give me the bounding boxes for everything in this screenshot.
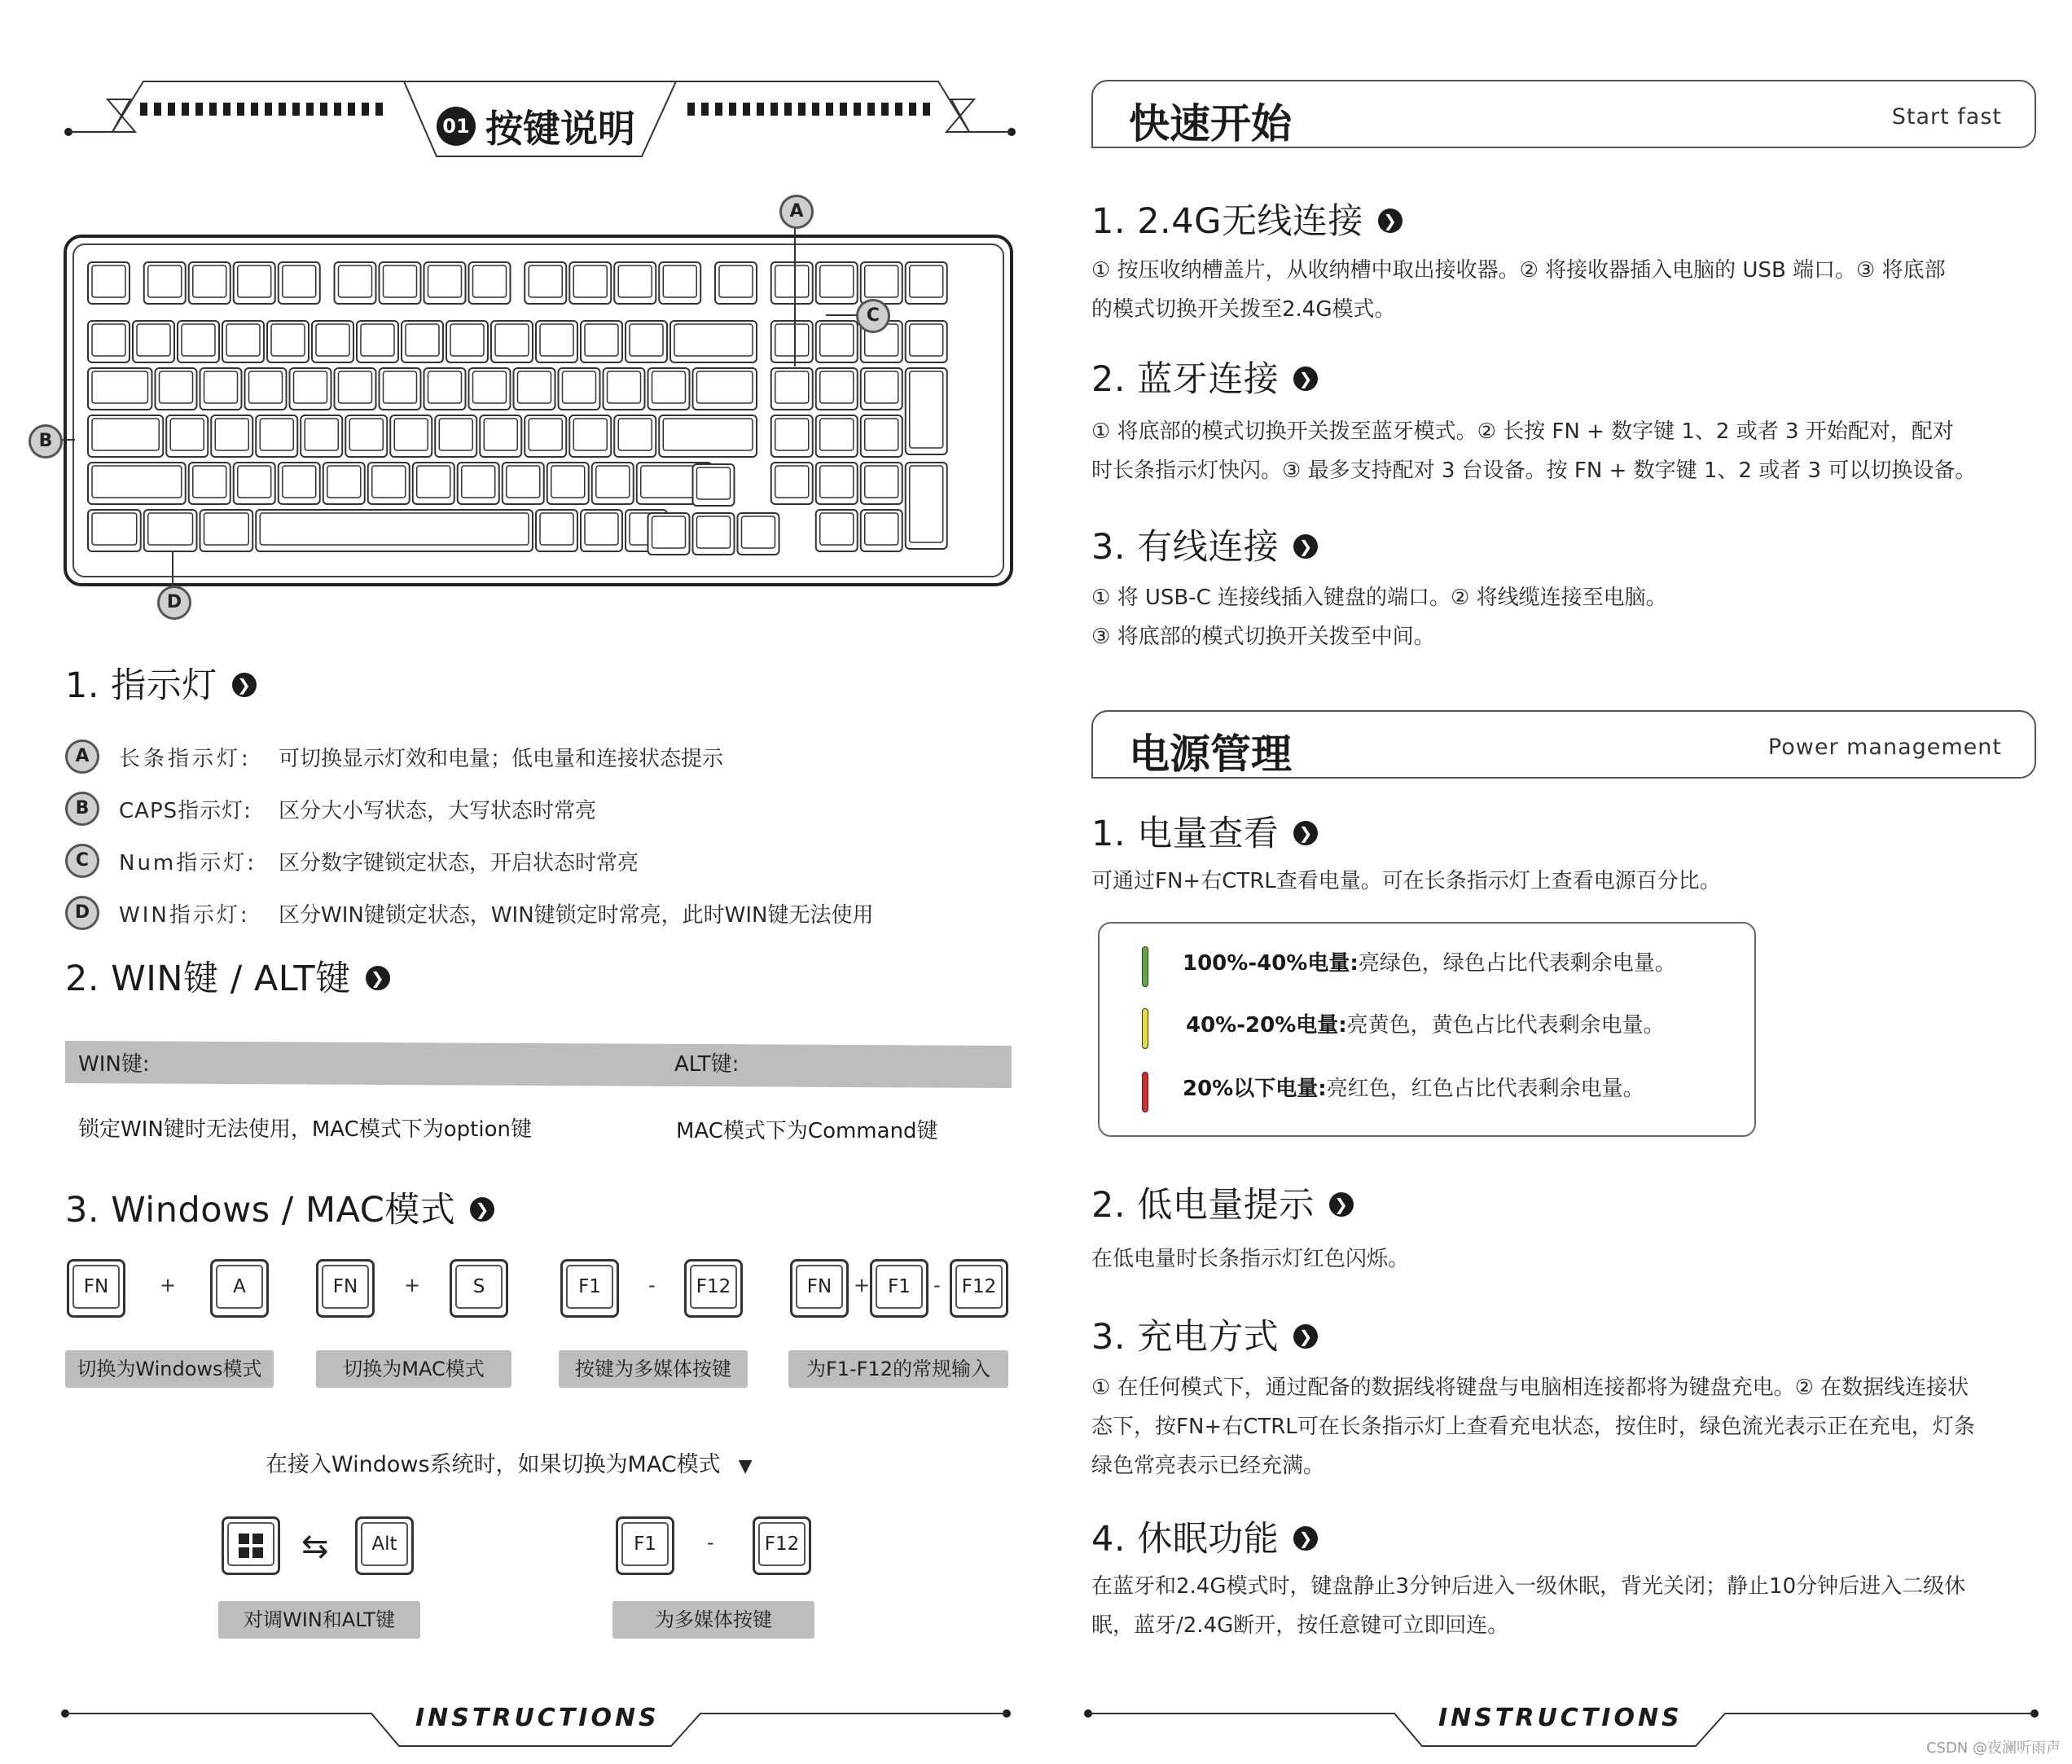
keycap-top (820, 466, 854, 498)
keycap-top (820, 371, 854, 403)
low-battery-heading (1091, 1178, 1354, 1227)
charging-text (1091, 1368, 1975, 1485)
combo-label-fkeys: 为F1-F12的常规输入 (788, 1350, 1008, 1388)
arrow-right-icon: ❯ (1293, 534, 1318, 559)
wireless-line-1: ① 按压收纳槽盖片，从收纳槽中取出接收器。② 将接收器插入电脑的 USB 端口。③ 将底部 (1091, 258, 1946, 283)
plus-sign: + (854, 1274, 871, 1297)
indicator-heading-text: 1. 指示灯 (65, 665, 217, 706)
dash-sign: - (933, 1274, 941, 1297)
wireless-heading-text: 1. 2.4G无线连接 (1091, 201, 1363, 242)
keycap-top (697, 371, 753, 403)
win-key-desc: 锁定WIN键时无法使用，MAC模式下为option键 (78, 1117, 532, 1142)
key-label: S (472, 1276, 485, 1297)
key-f12 (950, 1259, 1008, 1318)
keycap-top (529, 419, 562, 450)
header-dash (895, 103, 902, 116)
keycap-top (170, 419, 204, 450)
combo-label-mac: 切换为MAC模式 (316, 1350, 511, 1388)
alt-key-label: ALT键: (674, 1052, 740, 1077)
keycap-top (439, 419, 472, 450)
keycap-top (226, 324, 260, 356)
indicator-desc: 区分WIN键锁定状态，WIN键锁定时常亮，此时WIN键无法使用 (279, 902, 874, 928)
keycap-top (910, 371, 943, 448)
keycap-top (775, 265, 809, 297)
header-dash (729, 103, 736, 116)
keycap-top (92, 419, 159, 450)
keycap-top (865, 265, 898, 297)
header-dash (743, 103, 750, 116)
keycap-top (573, 419, 607, 450)
keycap-top (193, 265, 226, 297)
header-dash (209, 103, 217, 116)
arrow-right-icon: ❯ (366, 966, 390, 990)
charging-line-2: 态下，按FN+右CTRL可在长条指示灯上查看充电状态，按住时，绿色流光表示正在充电，灯条 (1091, 1415, 1975, 1439)
wired-heading-text: 3. 有线连接 (1091, 527, 1280, 568)
keycap-top (339, 265, 372, 297)
winalt-header-bar (65, 1038, 1012, 1090)
keycap-top (618, 265, 652, 297)
keycap-top (294, 371, 327, 403)
keycap-top (238, 265, 271, 297)
indicator-heading (65, 658, 257, 708)
keycap-top (910, 265, 943, 297)
keycap-top (339, 371, 372, 403)
key-fn (790, 1259, 849, 1318)
wireless-heading (1091, 194, 1403, 244)
arrow-right-icon: ❯ (1378, 208, 1403, 233)
header-dash (840, 103, 847, 116)
keycap-top (349, 419, 383, 450)
mode-heading (65, 1183, 494, 1232)
header-dash (854, 103, 861, 116)
callout-a: A (779, 195, 814, 229)
red-indicator-bar (1142, 1072, 1148, 1112)
header-dash (223, 103, 230, 116)
header-dash (784, 103, 792, 116)
charging-line-1: ① 在任何模式下，通过配备的数据线将键盘与电脑相连接都将为键盘充电。② 在数据线连接状 (1091, 1376, 1969, 1400)
footer-instructions-left: INSTRUCTIONS (415, 1704, 660, 1732)
sleep-line-1: 在蓝牙和2.4G模式时，键盘静止3分钟后进入一级休眠，背光关闭；静止10分钟后进入二级休 (1091, 1574, 1966, 1599)
keycap-top (865, 419, 898, 450)
keycap-top (316, 324, 349, 356)
indicator-row-b (65, 792, 596, 827)
keycap-top (618, 419, 652, 450)
arrow-right-icon: ❯ (1293, 366, 1318, 391)
keycap-top (551, 466, 585, 498)
key-label: FN (806, 1276, 832, 1297)
arrow-right-icon: ❯ (1329, 1192, 1354, 1217)
key-label: F1 (634, 1534, 656, 1555)
battery-level: 40%-20%电量: (1186, 1013, 1347, 1038)
key-label: FN (83, 1276, 109, 1297)
low-battery-text: 在低电量时长条指示灯红色闪烁。 (1091, 1247, 1410, 1271)
yellow-indicator-bar (1142, 1008, 1148, 1049)
key-label: FN (332, 1276, 358, 1297)
power-title: 电源管理 (1129, 731, 1292, 778)
header-dash (715, 103, 722, 116)
low-battery-heading-text: 2. 低电量提示 (1091, 1185, 1315, 1226)
indicator-name: 长条指示灯: (119, 746, 252, 771)
keycap-top (384, 371, 417, 403)
battery-desc: 亮黄色，黄色占比代表剩余电量。 (1346, 1013, 1665, 1038)
battery-levels-box (1098, 922, 1756, 1137)
keycap-top (630, 324, 663, 356)
keycap-top (260, 419, 293, 450)
battery-check-text: 可通过FN+右CTRL查看电量。可在长条指示灯上查看电源百分比。 (1091, 869, 1721, 893)
keycap-top (473, 265, 507, 297)
keycap-top (238, 466, 271, 498)
keycap-top (417, 466, 450, 498)
indicator-letter: A (65, 739, 99, 774)
keycap-top (271, 324, 305, 356)
header-dash (798, 103, 806, 116)
indicator-letter: C (65, 844, 99, 878)
keycap-top (148, 265, 182, 297)
keycap-top (394, 419, 428, 450)
battery-desc: 亮红色，红色占比代表剩余电量。 (1326, 1077, 1644, 1101)
keycap-top (719, 265, 753, 297)
dash-sign: - (648, 1274, 656, 1297)
keycap-top (865, 371, 898, 403)
keycap-top (820, 513, 854, 545)
footer-instructions-right: INSTRUCTIONS (1438, 1704, 1683, 1732)
keycap-top (372, 466, 406, 498)
key-fn (316, 1259, 375, 1318)
key-label: F12 (764, 1534, 800, 1555)
header-dash (687, 103, 695, 116)
wired-line-1: ① 将 USB-C 连接线插入键盘的端口。② 将线缆连接至电脑。 (1091, 586, 1667, 610)
keycap-top (137, 324, 170, 356)
battery-check-heading (1091, 806, 1318, 856)
battery-row-mid (1142, 1008, 1665, 1049)
keycap-top (518, 371, 551, 403)
page-title (437, 99, 635, 153)
header-dash (168, 103, 175, 116)
keycap-top (865, 466, 898, 498)
quick-start-header (1091, 80, 2036, 148)
keycap-top (540, 513, 573, 545)
header-dash (348, 103, 355, 116)
indicator-name: WIN指示灯: (119, 902, 250, 928)
mac-note-text: 在接入Windows系统时，如果切换为MAC模式 (266, 1452, 721, 1477)
wireless-text (1091, 251, 1946, 329)
keycap-top (596, 466, 630, 498)
indicator-row-c (65, 844, 639, 880)
keycap-top (160, 371, 193, 403)
keycap-top (428, 371, 462, 403)
keycap-top (563, 371, 596, 403)
keycap-top (865, 513, 898, 545)
keycap-top (450, 324, 484, 356)
wired-heading (1091, 520, 1318, 569)
bluetooth-text (1091, 412, 1976, 490)
power-subtitle: Power management (1767, 735, 2002, 760)
bluetooth-heading (1091, 352, 1318, 402)
swap-arrows-icon: ⇆ (301, 1528, 329, 1565)
keycap-top (820, 324, 854, 356)
bluetooth-line-1: ① 将底部的模式切换开关拨至蓝牙模式。② 长按 FN + 数字键 1、2 或者 3 开始配对，配对 (1091, 419, 1954, 444)
indicator-desc: 区分大小写状态，大写状态时常亮 (279, 798, 597, 823)
keycap-top (585, 324, 618, 356)
combo-label-windows: 切换为Windows模式 (65, 1350, 274, 1388)
header-dash (812, 103, 819, 116)
battery-level: 20%以下电量: (1183, 1077, 1327, 1101)
keycap-top (182, 324, 215, 356)
keycap-top (473, 371, 507, 403)
arrow-right-icon: ❯ (1293, 1526, 1318, 1551)
keycap-top (249, 371, 283, 403)
header-dash (334, 103, 341, 116)
header-dash (362, 103, 369, 116)
header-dash (237, 103, 244, 116)
wireless-line-2: 的模式切换开关拨至2.4G模式。 (1091, 297, 1396, 322)
watermark: CSDN @夜澜听雨声 (1925, 1740, 2061, 1757)
keycap-top (529, 265, 562, 297)
windows-logo-icon (237, 1532, 265, 1560)
keycap-top (305, 419, 338, 450)
header-dash (826, 103, 833, 116)
quick-start-subtitle: Start fast (1891, 104, 2002, 129)
key-alt (355, 1516, 414, 1575)
keycap-top (406, 324, 439, 356)
indicator-name: Num指示灯: (119, 850, 257, 875)
key-label: A (233, 1276, 246, 1297)
key-label: Alt (371, 1534, 397, 1555)
swap-label: 对调WIN和ALT键 (218, 1601, 420, 1639)
mode-heading-text: 3. Windows / MAC模式 (65, 1190, 456, 1231)
winalt-heading (65, 951, 390, 1001)
keycap-top (663, 419, 753, 450)
header-dash (306, 103, 314, 116)
key-label: F12 (961, 1276, 997, 1297)
key-label: F1 (888, 1276, 911, 1297)
header-dash (279, 103, 286, 116)
key-fn (67, 1259, 125, 1318)
keycap-top (92, 513, 137, 545)
sleep-text (1091, 1567, 1965, 1645)
arrow-right-icon: ❯ (232, 673, 257, 697)
battery-desc: 亮绿色，绿色占比代表剩余电量。 (1358, 951, 1676, 976)
green-indicator-bar (1142, 946, 1148, 987)
indicator-letter: D (65, 896, 99, 930)
keycap-top (697, 516, 731, 548)
indicator-name: CAPS指示灯: (119, 798, 252, 823)
keycap-top (327, 466, 361, 498)
keycap-top (507, 466, 540, 498)
header-dash (867, 103, 875, 116)
keycap-top (910, 324, 943, 356)
keycap-top (283, 265, 316, 297)
indicator-letter: B (65, 792, 99, 826)
keycap-top (92, 466, 182, 498)
keycap-top (540, 324, 573, 356)
winalt-heading-text: 2. WIN键 / ALT键 (65, 959, 351, 999)
header-dash (195, 103, 203, 116)
arrow-right-icon: ❯ (1293, 1324, 1318, 1349)
indicator-row-a (65, 739, 723, 775)
keycap-top (775, 466, 809, 498)
header-dash (923, 103, 930, 116)
keyboard-diagram (24, 187, 1018, 627)
keycap-top (204, 371, 238, 403)
battery-row-low (1142, 1072, 1644, 1112)
indicator-desc: 可切换显示灯效和电量；低电量和连接状态提示 (279, 746, 724, 771)
battery-level: 100%-40%电量: (1183, 951, 1359, 976)
bluetooth-line-2: 时长条指示灯快闪。③ 最多支持配对 3 台设备。按 FN + 数字键 1、2 或者 3 可以切换设备。 (1091, 459, 1977, 483)
header-dash (154, 103, 161, 116)
arrow-right-icon: ❯ (470, 1197, 494, 1222)
dash-sign: - (707, 1531, 714, 1554)
keycap-top (775, 324, 809, 356)
charging-heading-text: 3. 充电方式 (1091, 1317, 1280, 1358)
keycap-top (652, 516, 686, 548)
indicator-row-d (65, 896, 873, 932)
battery-check-heading-text: 1. 电量查看 (1091, 814, 1280, 854)
keycap-top (92, 324, 125, 356)
header-dash (292, 103, 300, 116)
section-number-badge: 01 (437, 107, 476, 146)
alt-key-desc: MAC模式下为Command键 (676, 1119, 938, 1143)
header-dash (375, 103, 383, 116)
quick-start-title: 快速开始 (1129, 100, 1292, 147)
keycap-top (92, 265, 125, 297)
key-s (450, 1259, 508, 1318)
battery-row-high (1142, 946, 1676, 987)
header-dash (757, 103, 764, 116)
keycap-top (495, 324, 529, 356)
keycap-top (697, 467, 731, 499)
header-dash (770, 103, 778, 116)
mac-note (266, 1446, 753, 1478)
keycap-top (652, 371, 686, 403)
keycap-top (608, 371, 641, 403)
combo-label-media: 按键为多媒体按键 (559, 1350, 748, 1388)
key-f12 (684, 1259, 743, 1318)
keycap-top (585, 513, 618, 545)
sleep-line-2: 眠，蓝牙/2.4G断开，按任意键可立即回连。 (1091, 1613, 1509, 1638)
keycap-top (674, 324, 753, 356)
key-f12 (753, 1516, 811, 1575)
keycap-top (573, 265, 607, 297)
key-f1 (870, 1259, 928, 1318)
keycap-top (260, 513, 529, 545)
keycap-top (775, 371, 809, 403)
triangle-down-icon: ▼ (738, 1456, 753, 1477)
keycap-top (428, 265, 462, 297)
sleep-heading-text: 4. 休眠功能 (1091, 1519, 1280, 1560)
header-dash (320, 103, 327, 116)
indicator-desc: 区分数字键锁定状态，开启状态时常亮 (279, 850, 639, 875)
header-dash (140, 103, 147, 116)
wired-line-2: ③ 将底部的模式切换开关拨至中间。 (1091, 625, 1435, 649)
keycap-top (663, 265, 696, 297)
callout-c: C (856, 299, 890, 333)
keycap-top (820, 419, 854, 450)
header-dash (881, 103, 889, 116)
keycap-top (92, 371, 148, 403)
keycap-top (910, 466, 943, 542)
keycap-top (148, 513, 193, 545)
header-dash (265, 103, 272, 116)
keycap-top (193, 466, 226, 498)
keycap-top (384, 265, 417, 297)
key-label: F1 (578, 1276, 601, 1297)
keycap-top (775, 419, 809, 450)
callout-b: B (29, 424, 63, 459)
wired-text (1091, 578, 1667, 656)
key-win (222, 1516, 280, 1575)
power-header (1091, 710, 2036, 779)
keycap-top (820, 265, 854, 297)
header-dash (909, 103, 916, 116)
keycap-top (484, 419, 517, 450)
media-label: 为多媒体按键 (612, 1601, 814, 1639)
header-dash (251, 103, 258, 116)
plus-sign: + (404, 1274, 421, 1297)
key-label: F12 (696, 1276, 731, 1297)
charging-line-3: 绿色常亮表示已经充满。 (1091, 1454, 1325, 1478)
plus-sign: + (160, 1274, 177, 1297)
keycap-top (204, 513, 249, 545)
keycap-top (742, 516, 775, 548)
key-a (210, 1259, 269, 1318)
win-key-label: WIN键: (78, 1052, 150, 1077)
header-dash (182, 103, 189, 116)
keycap-top (462, 466, 495, 498)
section-title: 按键说明 (485, 107, 635, 151)
arrow-right-icon: ❯ (1293, 821, 1318, 845)
callout-d: D (157, 586, 191, 620)
bluetooth-heading-text: 2. 蓝牙连接 (1091, 359, 1280, 400)
sleep-heading (1091, 1512, 1318, 1561)
keycap-top (283, 466, 316, 498)
key-f1 (616, 1516, 674, 1575)
header-dash (701, 103, 709, 116)
charging-heading (1091, 1310, 1318, 1359)
keycap-top (361, 324, 394, 356)
key-f1 (560, 1259, 619, 1318)
keycap-top (215, 419, 248, 450)
